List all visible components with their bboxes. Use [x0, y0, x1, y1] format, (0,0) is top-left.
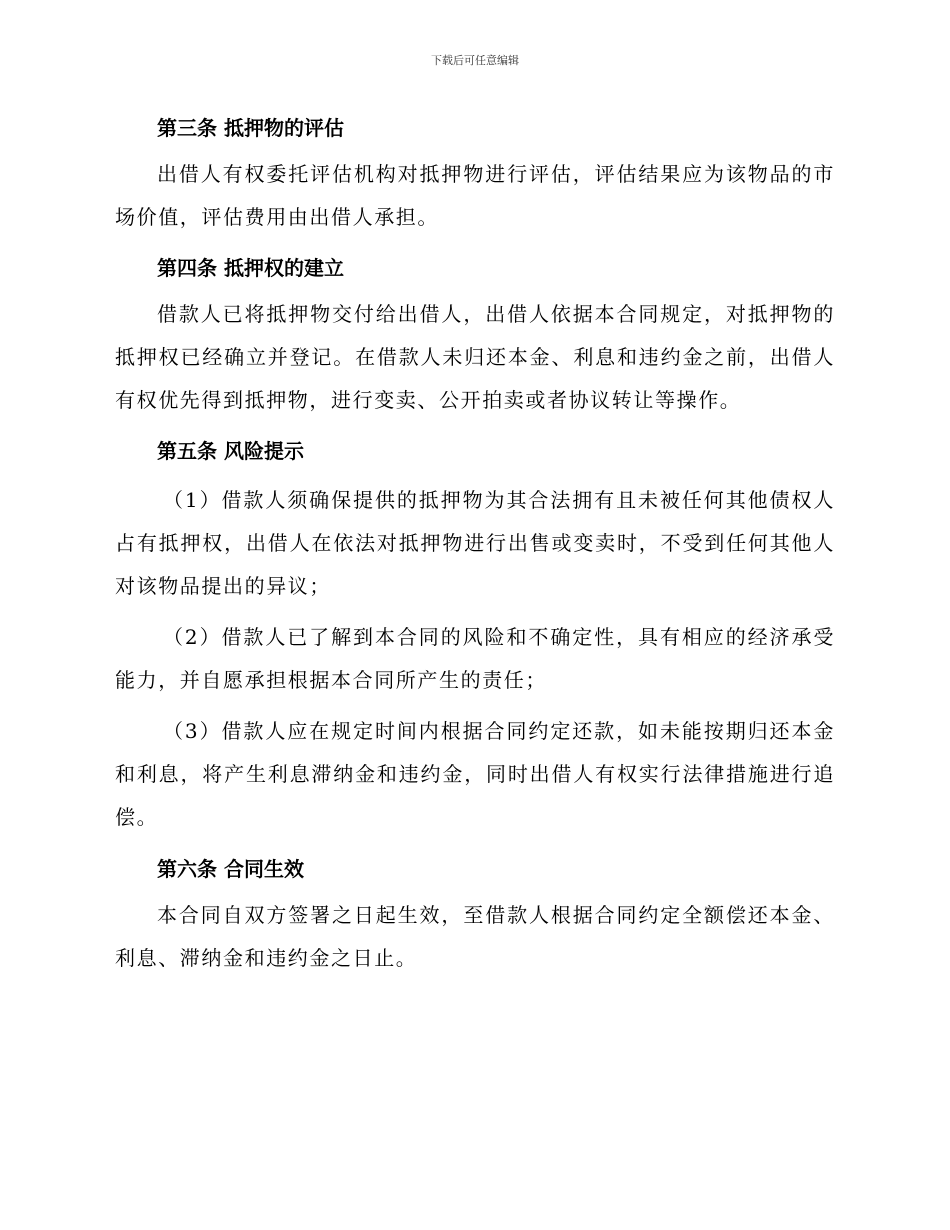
section-paragraph: 本合同自双方签署之日起生效，至借款人根据合同约定全额偿还本金、利息、滞纳金和违约金之日止。	[115, 903, 835, 970]
section-heading-article-4: 第四条 抵押权的建立	[157, 256, 344, 280]
section-paragraph: 出借人有权委托评估机构对抵押物进行评估，评估结果应为该物品的市场价值，评估费用由出借人承担。	[115, 162, 835, 229]
risk-item-1: （1）借款人须确保提供的抵押物为其合法拥有且未被任何其他债权人占有抵押权，出借人在依法对抵押物进行出售或变卖时，不受到任何其他人对该物品提出的异议；	[115, 488, 835, 598]
header-note: 下载后可任意编辑	[431, 54, 519, 67]
section-paragraph: 借款人已将抵押物交付给出借人，出借人依据本合同规定，对抵押物的抵押权已经确立并登记。在借款人未归还本金、利息和违约金之前，出借人有权优先得到抵押物，进行变卖、公开拍卖或者协议转让等操作。	[115, 302, 835, 412]
section-heading-article-3: 第三条 抵押物的评估	[157, 116, 344, 140]
section-heading-article-5: 第五条 风险提示	[157, 439, 304, 463]
document-body	[115, 110, 835, 980]
risk-item-2: （2）借款人已了解到本合同的风险和不确定性，具有相应的经济承受能力，并自愿承担根据本合同所产生的责任；	[115, 625, 835, 692]
risk-item-3: （3）借款人应在规定时间内根据合同约定还款，如未能按期归还本金和利息，将产生利息滞纳金和违约金，同时出借人有权实行法律措施进行追偿。	[115, 719, 835, 829]
section-heading-article-6: 第六条 合同生效	[157, 857, 304, 881]
